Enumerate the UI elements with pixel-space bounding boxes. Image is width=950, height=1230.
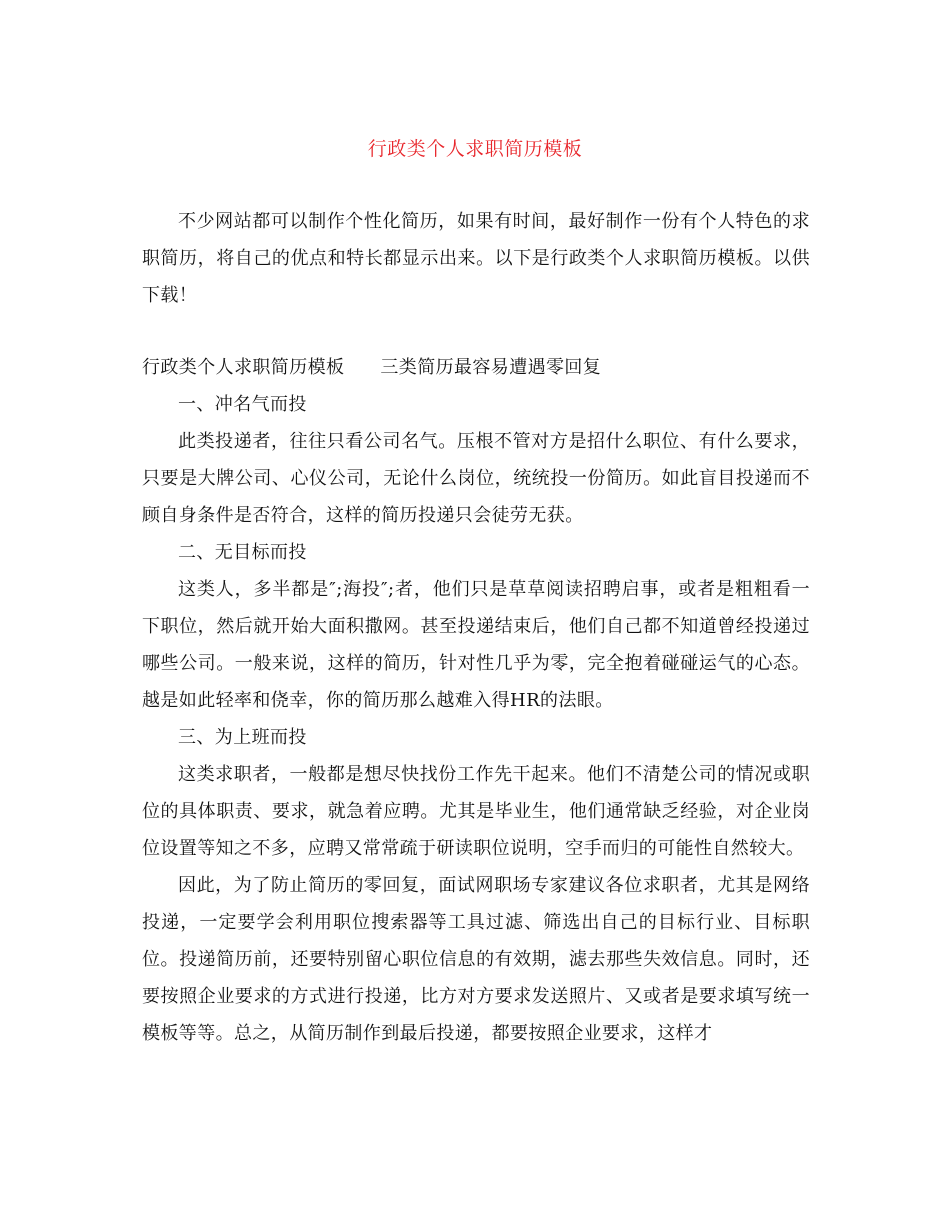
document-title: 行政类个人求职简历模板 <box>367 138 583 160</box>
intro-paragraph: 不少网站都可以制作个性化简历，如果有时间，最好制作一份有个人特色的求职简历，将自己的优点和特长都显示出来。以下是行政类个人求职简历模板。以供下载！ <box>142 211 810 306</box>
subtitle-right: 三类简历最容易遭遇零回复 <box>380 357 602 378</box>
main-content <box>142 349 810 1052</box>
subtitle-left: 行政类个人求职简历模板 <box>142 357 345 378</box>
intro-block <box>142 203 810 314</box>
section-heading-3: 三、为上班而投 <box>178 727 307 748</box>
section-heading-2: 二、无目标而投 <box>178 542 307 563</box>
conclusion-paragraph: 因此，为了防止简历的零回复，面试网职场专家建议各位求职者，尤其是网络投递，一定要学会利用职位搜索器等工具过滤、筛选出自己的目标行业、目标职位。投递简历前，还要特别留心职位信息的有效期，滤去那些失效信息。同时，还要按照企业要求的方式进行投递，比方对方要求发送照片、又或者是要求填写统一模板等等。总之，从简历制作到最后投递，都要按照企业要求，这样才 <box>142 875 810 1044</box>
section-body-1: 此类投递者，往往只看公司名气。压根不管对方是招什么职位、有什么要求，只要是大牌公司、心仪公司，无论什么岗位，统统投一份简历。如此盲目投递而不顾自身条件是否符合，这样的简历投递只会徒劳无获。 <box>142 431 810 526</box>
subtitle-line <box>142 349 810 386</box>
section-body-2: 这类人，多半都是″;海投″;者，他们只是草草阅读招聘启事，或者是粗粗看一下职位，然后就开始大面积撒网。甚至投递结束后，他们自己都不知道曾经投递过哪些公司。一般来说，这样的简历，针对性几乎为零，完全抱着碰碰运气的心态。越是如此轻率和侥幸，你的简历那么越难入得HR的法眼。 <box>142 579 810 711</box>
section-heading-1: 一、冲名气而投 <box>178 394 307 415</box>
section-body-3: 这类求职者，一般都是想尽快找份工作先干起来。他们不清楚公司的情况或职位的具体职责、要求，就急着应聘。尤其是毕业生，他们通常缺乏经验，对企业岗位设置等知之不多，应聘又常常疏于研读职位说明，空手而归的可能性自然较大。 <box>142 764 810 859</box>
